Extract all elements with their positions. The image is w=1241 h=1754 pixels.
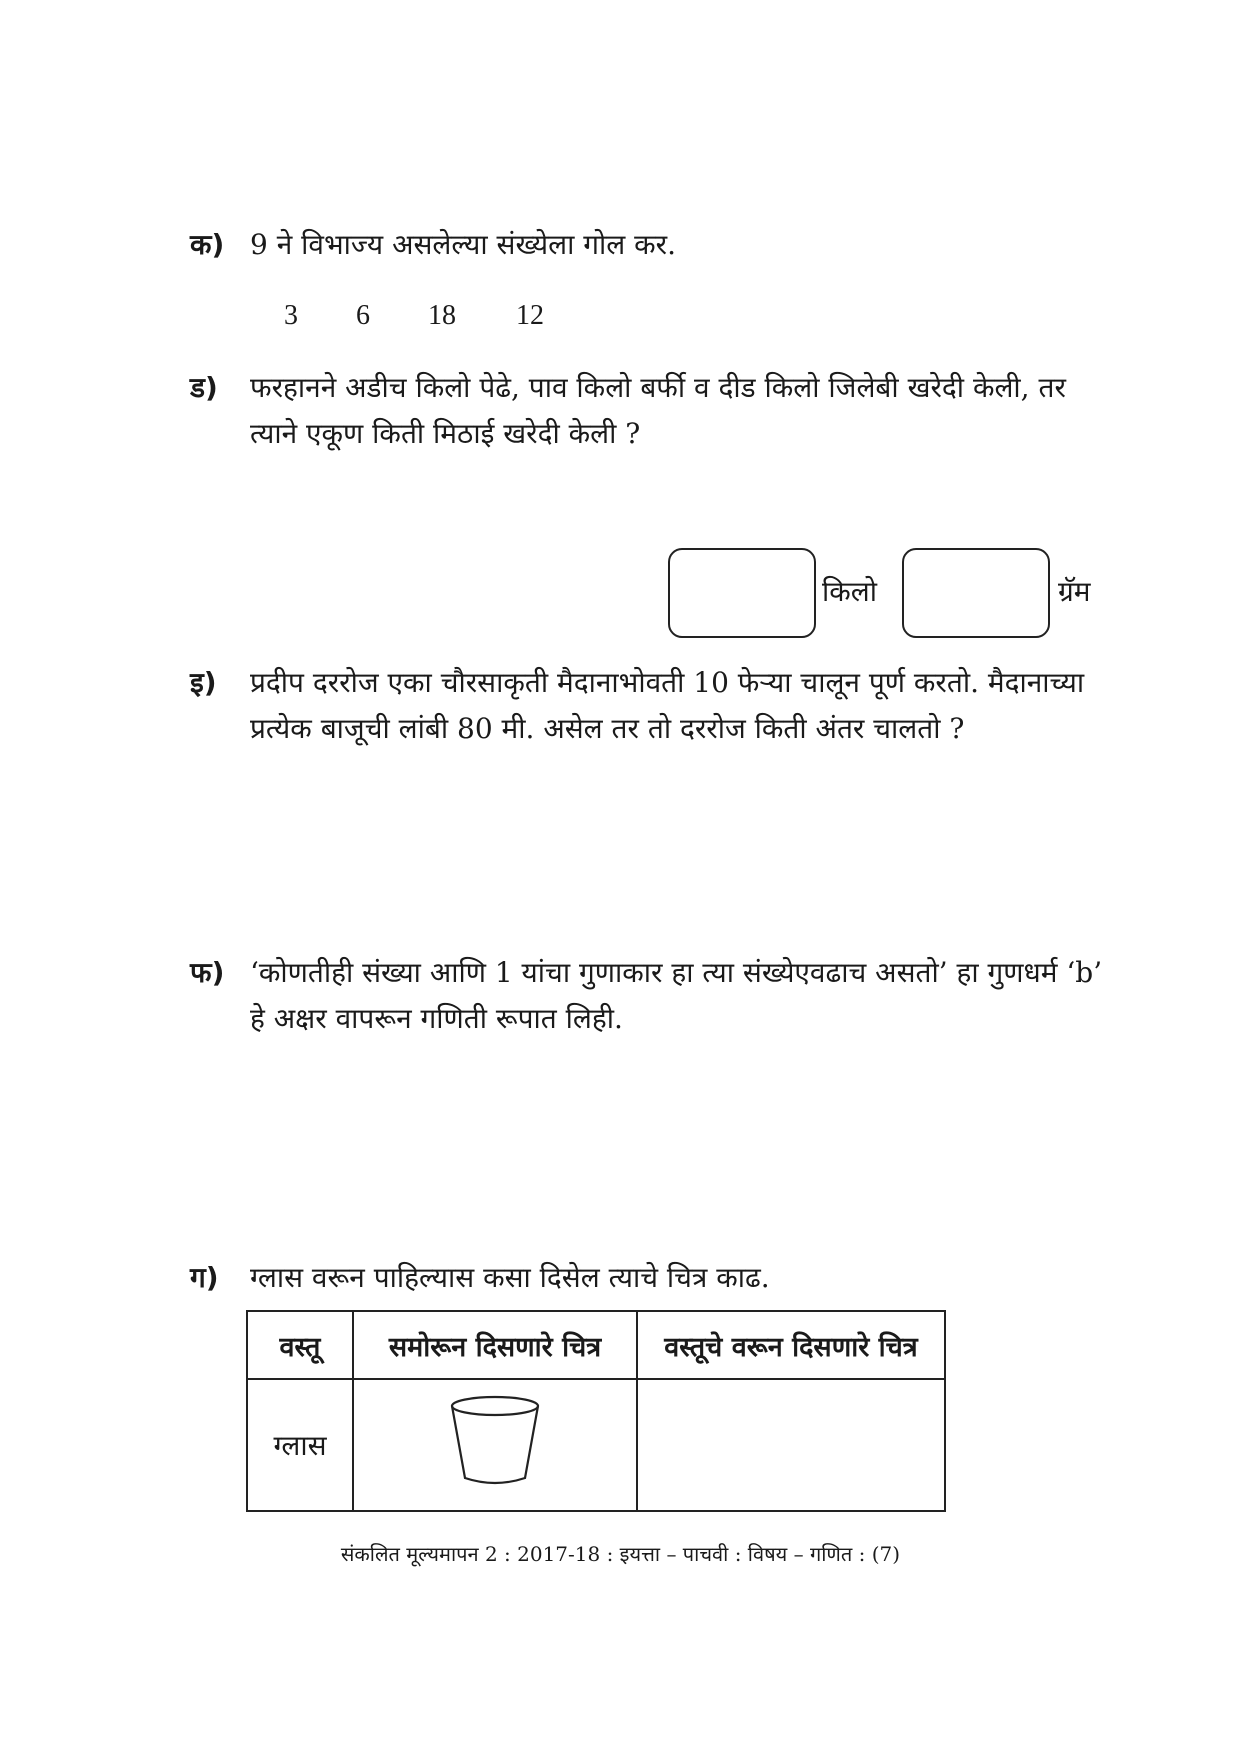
- row-object-name: ग्लास: [247, 1379, 353, 1511]
- question-text-line2: हे अक्षर वापरून गणिती रूपात लिही.: [250, 1002, 623, 1035]
- question-text: 9 ने विभाज्य असलेल्या संख्येला गोल कर.: [250, 228, 677, 261]
- question-label: इ): [190, 666, 217, 699]
- gram-unit-label: ग्रॅम: [1058, 575, 1091, 608]
- question-i: [190, 660, 1120, 752]
- question-ka: [190, 222, 1120, 268]
- question-label: ड): [190, 371, 218, 404]
- column-header-front-view: समोरून दिसणारे चित्र: [353, 1311, 637, 1379]
- question-text-line1: फरहानने अडीच किलो पेढे, पाव किलो बर्फी व दीड किलो जिलेबी खरेदी केली, तर: [250, 371, 1066, 404]
- column-header-top-view: वस्तूचे वरून दिसणारे चित्र: [637, 1311, 945, 1379]
- option-number: 12: [516, 300, 544, 331]
- column-header-object: वस्तू: [247, 1311, 353, 1379]
- question-da: [190, 365, 1120, 457]
- question-pha: [190, 950, 1120, 1042]
- option-number: 3: [284, 300, 298, 331]
- option-number: 6: [356, 300, 370, 331]
- kilo-unit-label: किलो: [822, 575, 877, 608]
- top-view-answer-cell[interactable]: [637, 1379, 945, 1511]
- question-text: ग्लास वरून पाहिल्यास कसा दिसेल त्याचे चित्र काढ.: [250, 1261, 770, 1294]
- glass-front-view-icon: [445, 1392, 545, 1492]
- question-text-line2: प्रत्येक बाजूची लांबी 80 मी. असेल तर तो दररोज किती अंतर चालतो ?: [250, 712, 965, 745]
- question-text-line1: ‘कोणतीही संख्या आणि 1 यांचा गुणाकार हा त्या संख्येएवढाच असतो’ हा गुणधर्म ‘b’: [250, 956, 1103, 989]
- kilo-answer-box[interactable]: [668, 548, 816, 638]
- question-text-line1: प्रदीप दररोज एका चौरसाकृती मैदानाभोवती 10 फेऱ्या चालून पूर्ण करतो. मैदानाच्या: [250, 666, 1085, 699]
- front-view-cell: [353, 1379, 637, 1511]
- glass-view-table: [246, 1310, 946, 1512]
- question-ga: [190, 1255, 1120, 1301]
- question-label: ग): [190, 1261, 219, 1294]
- gram-answer-box[interactable]: [902, 548, 1050, 638]
- option-number: 18: [428, 300, 456, 331]
- question-label: क): [190, 228, 225, 261]
- question-label: फ): [190, 956, 225, 989]
- question-text-line2: त्याने एकूण किती मिठाई खरेदी केली ?: [250, 417, 641, 450]
- page-footer: संकलित मूल्यमापन 2 : 2017-18 : इयत्ता – पाचवी : विषय – गणित : (7): [340, 1542, 901, 1566]
